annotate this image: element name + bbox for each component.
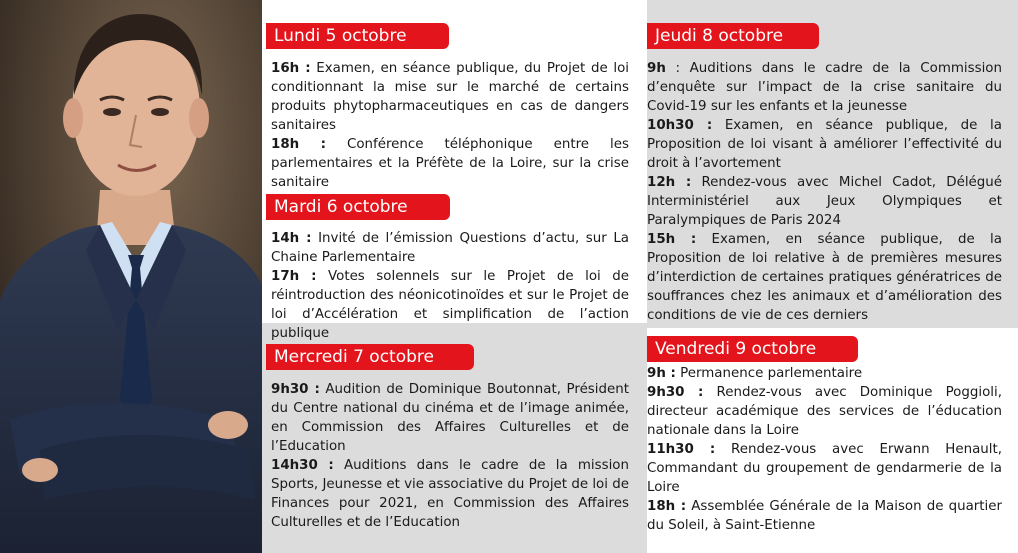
event-entry [647,116,1002,173]
day-header-lundi: Lundi 5 octobre [266,23,449,49]
event-text: Votes solennels sur le Projet de loi de réintroduction des néonicotinoïdes et sur le Projet de loi d’Accélération et simplification de l’action publique [271,269,629,341]
event-text: Conférence téléphonique entre les parlementaires et la Préfète de la Loire, sur la crise sanitaire [271,137,629,190]
event-text: Examen, en séance publique, du Projet de loi conditionnant la mise sur le marché de certains produits phytopharmaceutiques en cas de dangers sanitaires [271,61,629,133]
event-text: Rendez-vous avec Michel Cadot, Délégué Interministériel aux Jeux Olympiques et Paralympiques de Paris 2024 [647,175,1003,228]
day-entries-mercredi [271,380,629,532]
event-text: Auditions dans le cadre de la mission Sports, Jeunesse et vie associative du Projet de loi de Finances pour 2021, en Commission des Affaires Culturelles et de l’Education [271,458,629,530]
event-entry [271,135,629,192]
portrait-illustration [0,0,262,553]
event-text: : Auditions dans le cadre de la Commission d’enquête sur l’impact de la crise sanitaire du Covid-19 sur les enfants et la jeunesse [647,61,1002,114]
event-entry [647,364,1002,383]
event-entry [647,173,1002,230]
day-entries-vendredi [647,364,1002,535]
day-entries-jeudi [647,59,1002,325]
day-header-mercredi: Mercredi 7 octobre [266,344,474,370]
event-entry [271,380,629,456]
event-time: 14h30 : [271,458,334,473]
day-entries-lundi [271,59,629,192]
event-entry [271,267,629,343]
event-time: 11h30 : [647,442,716,457]
event-entry [647,497,1002,535]
event-entry [647,59,1002,116]
event-time: 18h : [271,137,326,152]
event-time: 10h30 : [647,118,713,133]
event-time: 18h : [647,499,687,514]
event-entry [647,230,1002,325]
event-text: Assemblée Générale de la Maison de quartier du Soleil, à Saint-Etienne [647,499,1003,533]
event-text: Examen, en séance publique, de la Proposition de loi relative à de premières mesures d’interdiction de certaines pratiques génératrices de souffrances chez les animaux et d’amélioration des conditions de vie de ces derniers [647,232,1002,323]
event-time: 9h30 : [647,385,704,400]
portrait-photo [0,0,262,553]
event-text: Audition de Dominique Boutonnat, Président du Centre national du cinéma et de l’image animée, en Commission des Affaires Culturelles et de l’Education [271,382,629,454]
event-entry [647,383,1002,440]
day-entries-mardi [271,229,629,343]
event-entry [271,229,629,267]
event-text: Examen, en séance publique, de la Proposition de loi visant à améliorer l’effectivité du droit à l’avortement [647,118,1002,171]
event-entry [271,59,629,135]
day-header-mardi: Mardi 6 octobre [266,194,450,220]
event-text: Invité de l’émission Questions d’actu, sur La Chaine Parlementaire [271,231,629,265]
event-entry [271,456,629,532]
event-time: 9h : [647,366,676,381]
day-header-jeudi: Jeudi 8 octobre [647,23,819,49]
event-time: 9h30 : [271,382,320,397]
event-time: 17h : [271,269,317,284]
event-text: Rendez-vous avec Dominique Poggioli, directeur académique des services de l’éducation nationale dans la Loire [647,385,1002,438]
day-header-vendredi: Vendredi 9 octobre [647,336,858,362]
event-entry [647,440,1002,497]
event-time: 16h : [271,61,311,76]
event-text: Rendez-vous avec Erwann Henault, Commandant du groupement de gendarmerie de la Loire [647,442,1002,495]
event-time: 15h : [647,232,697,247]
event-time: 14h : [271,231,312,246]
event-time: 9h [647,61,666,76]
event-time: 12h : [647,175,692,190]
event-text: Permanence parlementaire [680,366,863,381]
